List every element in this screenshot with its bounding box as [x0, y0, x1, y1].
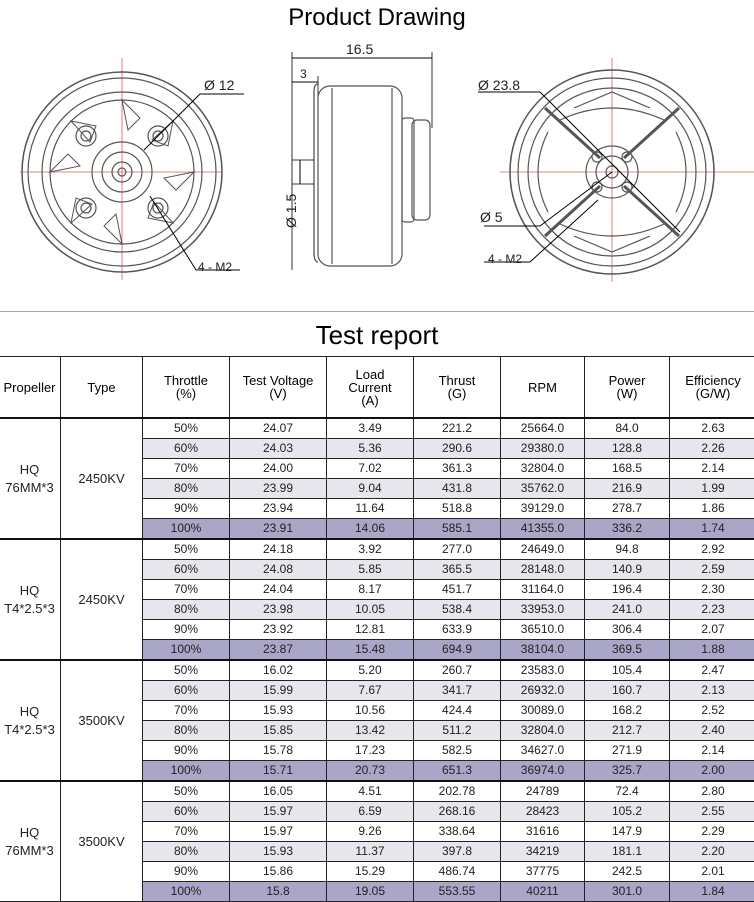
right-inner-label: Ø 5	[480, 209, 503, 225]
side-width-label: 16.5	[346, 41, 373, 57]
table-cell: 23.98	[230, 600, 327, 620]
table-cell: 212.7	[585, 721, 670, 741]
table-cell: 19.05	[327, 882, 414, 902]
table-cell: 277.0	[414, 539, 501, 560]
table-cell: 518.8	[414, 499, 501, 519]
table-cell: 242.5	[585, 862, 670, 882]
table-cell: 3.92	[327, 539, 414, 560]
table-cell: 168.5	[585, 459, 670, 479]
propeller-line: HQ	[20, 825, 40, 840]
table-cell: 2.55	[670, 802, 754, 822]
table-cell: 80%	[143, 842, 230, 862]
column-header-line: (G/W)	[696, 386, 731, 401]
table-cell: 24.00	[230, 459, 327, 479]
table-cell: 486.74	[414, 862, 501, 882]
table-cell: 2.00	[670, 761, 754, 782]
table-cell: 39129.0	[501, 499, 585, 519]
column-header	[61, 357, 143, 419]
table-cell: 28148.0	[501, 560, 585, 580]
table-cell: 26932.0	[501, 681, 585, 701]
table-cell: 23.99	[230, 479, 327, 499]
table-cell: 2.26	[670, 439, 754, 459]
propeller-line: 76MM*3	[5, 843, 53, 858]
propeller-line: HQ	[20, 462, 40, 477]
table-cell: 16.02	[230, 660, 327, 681]
left-hole-label: 4 - M2	[198, 260, 232, 274]
table-cell: 268.16	[414, 802, 501, 822]
table-row	[0, 539, 754, 560]
motor-type-cell: 3500KV	[61, 781, 143, 902]
table-cell: 538.4	[414, 600, 501, 620]
table-cell: 24.07	[230, 418, 327, 439]
propeller-line: 76MM*3	[5, 480, 53, 495]
table-cell: 361.3	[414, 459, 501, 479]
table-cell: 6.59	[327, 802, 414, 822]
table-cell: 2.14	[670, 741, 754, 761]
table-cell: 70%	[143, 822, 230, 842]
column-header-line: (%)	[176, 386, 196, 401]
table-cell: 431.8	[414, 479, 501, 499]
table-cell: 140.9	[585, 560, 670, 580]
table-cell: 1.99	[670, 479, 754, 499]
table-cell: 9.04	[327, 479, 414, 499]
table-cell: 369.5	[585, 640, 670, 661]
table-cell: 17.23	[327, 741, 414, 761]
table-cell: 38104.0	[501, 640, 585, 661]
table-cell: 553.55	[414, 882, 501, 902]
table-cell: 24.18	[230, 539, 327, 560]
column-header-line: (W)	[617, 386, 638, 401]
table-cell: 70%	[143, 701, 230, 721]
table-cell: 633.9	[414, 620, 501, 640]
table-cell: 2.92	[670, 539, 754, 560]
column-header-line: Throttle	[164, 373, 208, 388]
table-cell: 147.9	[585, 822, 670, 842]
table-cell: 72.4	[585, 781, 670, 802]
side-view-diagram	[292, 52, 432, 270]
table-cell: 11.37	[327, 842, 414, 862]
table-cell: 25664.0	[501, 418, 585, 439]
table-cell: 306.4	[585, 620, 670, 640]
table-cell: 20.73	[327, 761, 414, 782]
report-title: Test report	[0, 320, 754, 351]
drawing-title: Product Drawing	[0, 4, 754, 32]
column-header	[327, 357, 414, 419]
propeller-line: HQ	[20, 704, 40, 719]
table-cell: 2.01	[670, 862, 754, 882]
table-cell: 2.29	[670, 822, 754, 842]
table-cell: 23583.0	[501, 660, 585, 681]
table-cell: 15.48	[327, 640, 414, 661]
table-cell: 10.05	[327, 600, 414, 620]
table-cell: 2.30	[670, 580, 754, 600]
table-cell: 24.03	[230, 439, 327, 459]
table-cell: 1.74	[670, 519, 754, 540]
table-cell: 582.5	[414, 741, 501, 761]
propeller-cell	[0, 781, 61, 902]
propeller-cell	[0, 539, 61, 660]
table-cell: 15.29	[327, 862, 414, 882]
table-cell: 30089.0	[501, 701, 585, 721]
propeller-line: T4*2.5*3	[4, 722, 55, 737]
table-cell: 32804.0	[501, 721, 585, 741]
table-cell: 1.88	[670, 640, 754, 661]
side-offset-label: 3	[300, 67, 307, 81]
section-divider	[0, 311, 754, 312]
table-cell: 50%	[143, 418, 230, 439]
table-cell: 511.2	[414, 721, 501, 741]
table-cell: 15.93	[230, 842, 327, 862]
propeller-cell	[0, 418, 61, 539]
table-row	[0, 660, 754, 681]
table-cell: 90%	[143, 862, 230, 882]
table-cell: 84.0	[585, 418, 670, 439]
table-row	[0, 781, 754, 802]
column-header-line: (G)	[448, 386, 467, 401]
table-cell: 33953.0	[501, 600, 585, 620]
column-header	[501, 357, 585, 419]
table-cell: 36974.0	[501, 761, 585, 782]
table-cell: 105.4	[585, 660, 670, 681]
table-cell: 271.9	[585, 741, 670, 761]
table-cell: 196.4	[585, 580, 670, 600]
table-cell: 50%	[143, 660, 230, 681]
table-cell: 15.78	[230, 741, 327, 761]
table-cell: 338.64	[414, 822, 501, 842]
table-cell: 260.7	[414, 660, 501, 681]
table-cell: 5.85	[327, 560, 414, 580]
table-cell: 15.86	[230, 862, 327, 882]
column-header-line: Power	[609, 373, 646, 388]
table-cell: 424.4	[414, 701, 501, 721]
right-diameter-label: Ø 23.8	[478, 77, 520, 93]
table-cell: 32804.0	[501, 459, 585, 479]
left-diameter-label: Ø 12	[204, 77, 235, 93]
product-drawing	[0, 0, 754, 310]
table-cell: 341.7	[414, 681, 501, 701]
side-shaft-label: Ø 1.5	[283, 194, 299, 228]
table-cell: 15.99	[230, 681, 327, 701]
table-cell: 100%	[143, 882, 230, 902]
table-cell: 40211	[501, 882, 585, 902]
table-cell: 50%	[143, 539, 230, 560]
table-cell: 28423	[501, 802, 585, 822]
table-cell: 34627.0	[501, 741, 585, 761]
table-cell: 12.81	[327, 620, 414, 640]
column-header-line: (V)	[269, 386, 286, 401]
table-cell: 36510.0	[501, 620, 585, 640]
motor-type-cell: 2450KV	[61, 418, 143, 539]
table-cell: 2.52	[670, 701, 754, 721]
table-cell: 15.93	[230, 701, 327, 721]
table-cell: 13.42	[327, 721, 414, 741]
table-cell: 9.26	[327, 822, 414, 842]
table-cell: 70%	[143, 459, 230, 479]
right-hole-label: 4 - M2	[488, 252, 522, 266]
drawing-canvas	[0, 0, 754, 310]
table-cell: 14.06	[327, 519, 414, 540]
table-cell: 24649.0	[501, 539, 585, 560]
table-cell: 2.47	[670, 660, 754, 681]
table-cell: 100%	[143, 761, 230, 782]
table-cell: 202.78	[414, 781, 501, 802]
table-cell: 160.7	[585, 681, 670, 701]
table-cell: 128.8	[585, 439, 670, 459]
table-cell: 2.80	[670, 781, 754, 802]
column-header-line: Propeller	[3, 380, 55, 395]
table-cell: 15.85	[230, 721, 327, 741]
column-header	[414, 357, 501, 419]
table-cell: 90%	[143, 620, 230, 640]
table-cell: 24.04	[230, 580, 327, 600]
report-body	[0, 418, 754, 902]
table-cell: 2.23	[670, 600, 754, 620]
table-cell: 35762.0	[501, 479, 585, 499]
table-cell: 50%	[143, 781, 230, 802]
table-cell: 60%	[143, 439, 230, 459]
table-cell: 23.94	[230, 499, 327, 519]
table-cell: 100%	[143, 519, 230, 540]
table-cell: 7.67	[327, 681, 414, 701]
table-cell: 23.87	[230, 640, 327, 661]
column-header-line: Type	[87, 380, 115, 395]
table-cell: 2.14	[670, 459, 754, 479]
table-cell: 11.64	[327, 499, 414, 519]
test-report-table	[0, 356, 754, 902]
table-cell: 451.7	[414, 580, 501, 600]
column-header-line: Test Voltage	[243, 373, 314, 388]
propeller-cell	[0, 660, 61, 781]
table-cell: 90%	[143, 499, 230, 519]
table-cell: 4.51	[327, 781, 414, 802]
table-cell: 1.86	[670, 499, 754, 519]
table-cell: 2.07	[670, 620, 754, 640]
column-header-line: Efficiency	[685, 373, 740, 388]
table-cell: 60%	[143, 681, 230, 701]
table-cell: 37775	[501, 862, 585, 882]
table-cell: 7.02	[327, 459, 414, 479]
table-cell: 2.40	[670, 721, 754, 741]
table-cell: 15.97	[230, 802, 327, 822]
table-cell: 105.2	[585, 802, 670, 822]
column-header	[585, 357, 670, 419]
table-cell: 70%	[143, 580, 230, 600]
column-header-line: Load	[356, 367, 385, 382]
table-cell: 23.92	[230, 620, 327, 640]
table-cell: 181.1	[585, 842, 670, 862]
table-cell: 15.97	[230, 822, 327, 842]
table-cell: 94.8	[585, 539, 670, 560]
table-cell: 278.7	[585, 499, 670, 519]
header-row	[0, 357, 754, 419]
table-cell: 2.13	[670, 681, 754, 701]
table-cell: 31164.0	[501, 580, 585, 600]
table-cell: 23.91	[230, 519, 327, 540]
table-cell: 8.17	[327, 580, 414, 600]
table-cell: 290.6	[414, 439, 501, 459]
table-cell: 5.20	[327, 660, 414, 681]
propeller-line: T4*2.5*3	[4, 601, 55, 616]
table-cell: 24789	[501, 781, 585, 802]
column-header-line: RPM	[528, 380, 557, 395]
table-cell: 90%	[143, 741, 230, 761]
table-cell: 80%	[143, 600, 230, 620]
table-cell: 1.84	[670, 882, 754, 902]
motor-type-cell: 2450KV	[61, 539, 143, 660]
table-cell: 221.2	[414, 418, 501, 439]
column-header	[670, 357, 754, 419]
table-cell: 100%	[143, 640, 230, 661]
table-cell: 585.1	[414, 519, 501, 540]
column-header-line: (A)	[361, 393, 378, 408]
table-cell: 694.9	[414, 640, 501, 661]
table-cell: 336.2	[585, 519, 670, 540]
table-cell: 10.56	[327, 701, 414, 721]
table-cell: 365.5	[414, 560, 501, 580]
table-cell: 2.63	[670, 418, 754, 439]
table-cell: 41355.0	[501, 519, 585, 540]
table-cell: 2.59	[670, 560, 754, 580]
table-cell: 31616	[501, 822, 585, 842]
table-cell: 60%	[143, 560, 230, 580]
table-cell: 5.36	[327, 439, 414, 459]
table-cell: 15.8	[230, 882, 327, 902]
table-cell: 651.3	[414, 761, 501, 782]
column-header	[143, 357, 230, 419]
table-cell: 16.05	[230, 781, 327, 802]
table-cell: 397.8	[414, 842, 501, 862]
table-cell: 301.0	[585, 882, 670, 902]
table-cell: 34219	[501, 842, 585, 862]
table-cell: 60%	[143, 802, 230, 822]
table-cell: 80%	[143, 721, 230, 741]
column-header	[0, 357, 61, 419]
table-cell: 168.2	[585, 701, 670, 721]
table-cell: 216.9	[585, 479, 670, 499]
table-cell: 241.0	[585, 600, 670, 620]
table-cell: 15.71	[230, 761, 327, 782]
column-header-line: Thrust	[439, 373, 476, 388]
column-header-line: Current	[348, 380, 391, 395]
column-header	[230, 357, 327, 419]
table-row	[0, 418, 754, 439]
table-cell: 2.20	[670, 842, 754, 862]
table-cell: 3.49	[327, 418, 414, 439]
table-cell: 325.7	[585, 761, 670, 782]
table-cell: 80%	[143, 479, 230, 499]
propeller-line: HQ	[20, 583, 40, 598]
motor-type-cell: 3500KV	[61, 660, 143, 781]
table-cell: 24.08	[230, 560, 327, 580]
table-cell: 29380.0	[501, 439, 585, 459]
